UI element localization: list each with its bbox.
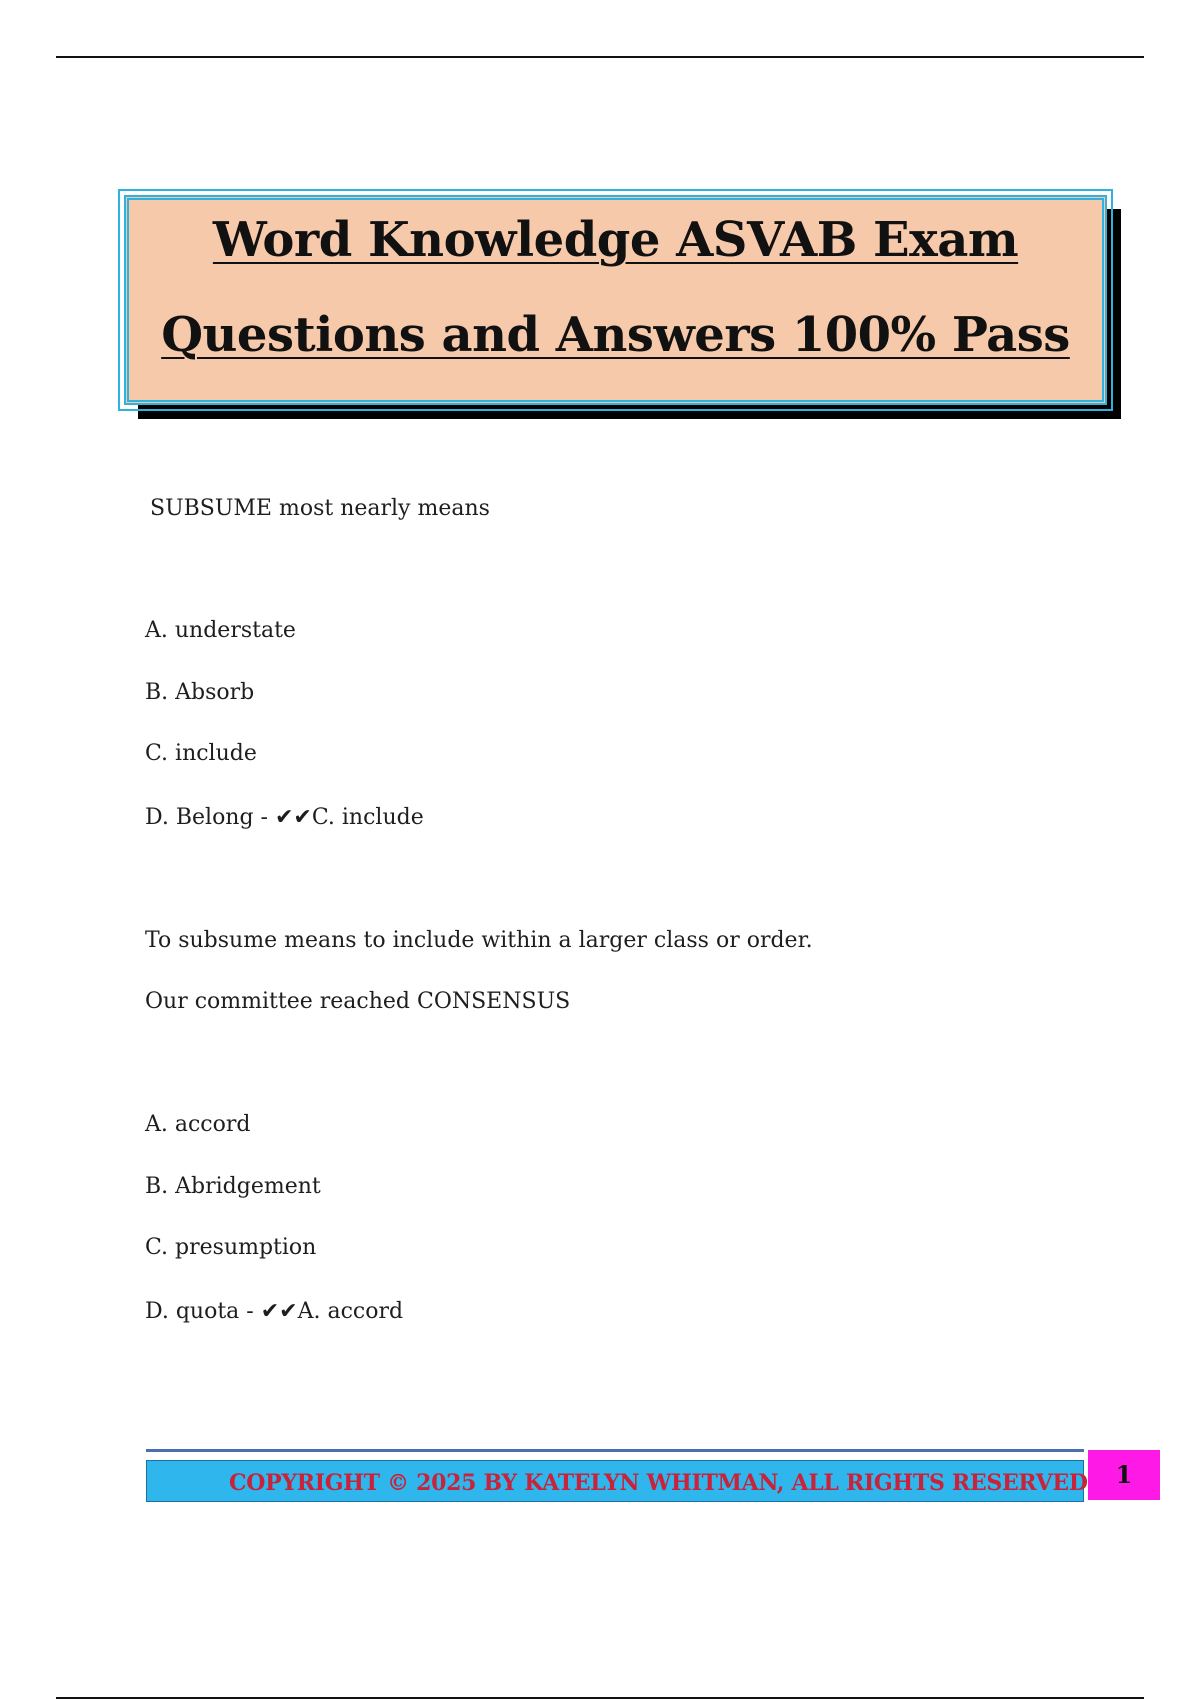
title-box: [124, 195, 1107, 405]
page-number-box: [1088, 1450, 1160, 1500]
page-number: 1: [1115, 1460, 1133, 1489]
footer-rule: [146, 1449, 1084, 1452]
question-2-option-a: A. accord: [145, 1112, 251, 1137]
question-2-option-d-answer: D. quota - ✔✔A. accord: [145, 1299, 404, 1324]
question-2-option-b: B. Abridgement: [145, 1174, 321, 1199]
question-1-explanation: To subsume means to include within a larger class or order.: [145, 928, 813, 953]
document-title-line-1: Word Knowledge ASVAB Exam: [212, 212, 1019, 268]
question-1-option-b: B. Absorb: [145, 680, 255, 705]
top-rule: [56, 56, 1144, 58]
question-1-option-a: A. understate: [145, 618, 296, 643]
question-1-prompt: SUBSUME most nearly means: [150, 496, 490, 521]
document-title-line-2: Questions and Answers 100% Pass: [161, 307, 1070, 363]
question-2-prompt: Our committee reached CONSENSUS: [145, 989, 571, 1014]
copyright-notice: COPYRIGHT © 2025 BY KATELYN WHITMAN, ALL RIGHTS RESERVED: [229, 1470, 1088, 1496]
bottom-rule: [56, 1697, 1144, 1699]
footer-bar: [146, 1460, 1088, 1502]
question-1-option-d-answer: D. Belong - ✔✔C. include: [145, 805, 424, 830]
question-1-option-c: C. include: [145, 741, 257, 766]
question-2-option-c: C. presumption: [145, 1235, 317, 1260]
